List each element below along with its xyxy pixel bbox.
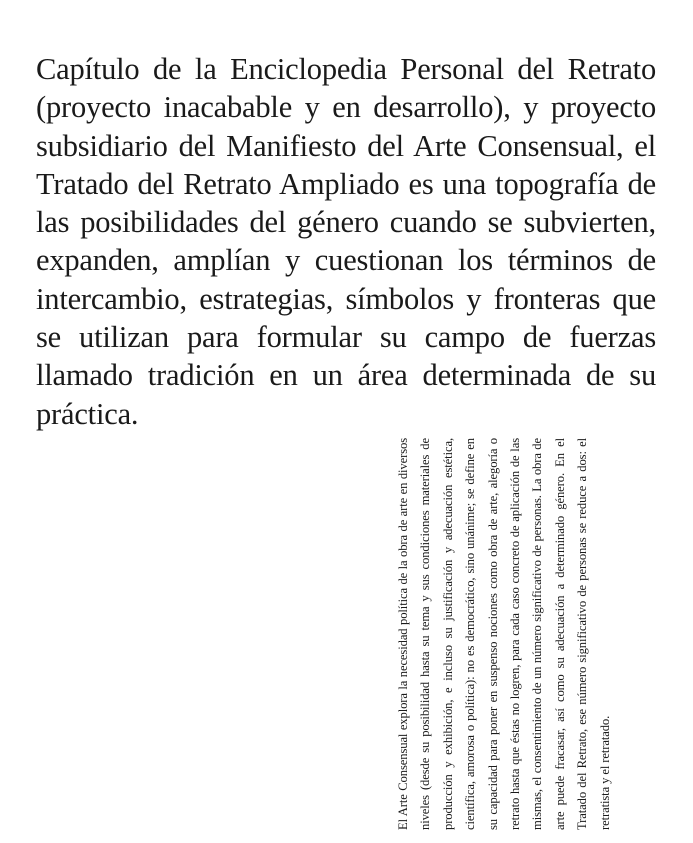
- rotated-paragraph: El Arte Consensual explora la necesidad política de la obra de arte en diversos niveles (desde su posibilidad hasta su tema y sus condiciones materiales de producción y exhibición, e incluso su justificación y adecuación estética, científica, amorosa o política): no es democrático, sino unánime; se define en su capacidad para poner en suspenso nociones como obra de arte, alegoría o retrato hasta que éstas no logren, para cada caso concreto de aplicación de las mismas, el consentimiento de un número significativo de personas. La obra de arte puede fracasar, así como su adecuación a determinado género. En el Tratado del Retrato, ese número significativo de personas se reduce a dos: el retratista y el retratado.: [396, 438, 612, 830]
- main-paragraph: Capítulo de la Enciclopedia Personal del Retrato (proyecto inacabable y en desarrollo), y proyecto subsidiario del Manifiesto del Arte Consensual, el Tratado del Retrato Ampliado es una topografía de las posibilidades del género cuando se subvierten, expanden, amplían y cuestionan los términos de intercambio, estrategias, símbolos y fronteras que se utilizan para formular su campo de fuerzas llamado tradición en un área determinada de su práctica.: [36, 52, 656, 431]
- rotated-text-block: [392, 438, 663, 830]
